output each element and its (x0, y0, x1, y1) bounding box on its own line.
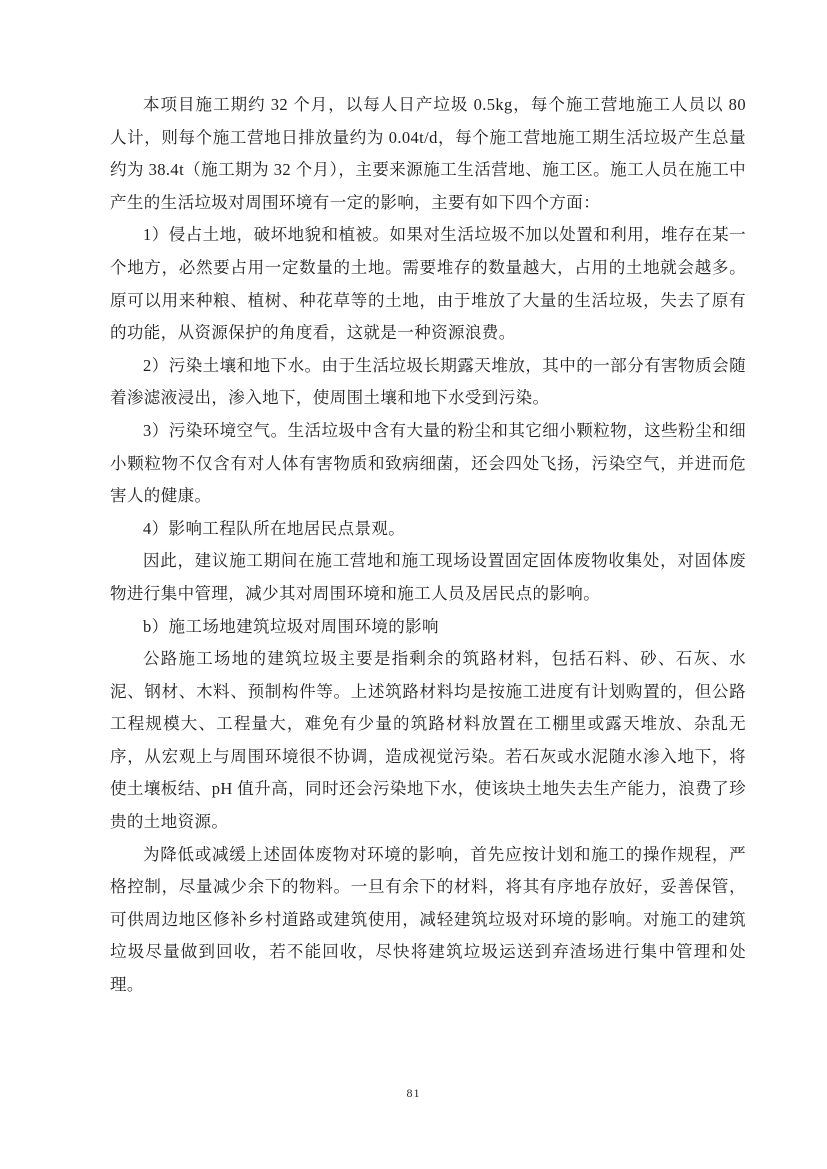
paragraph-item-3-air-pollution: 3）污染环境空气。生活垃圾中含有大量的粉尘和其它细小颗粒物，这些粉尘和细小颗粒物不仅含有对人体有害物质和致病细菌，还会四处飞扬，污染空气，并进而危害人的健康。 (110, 420, 746, 506)
paragraph-mitigation-measures: 为降低或减缓上述固体废物对环境的影响，首先应按计划和施工的操作规程，严格控制，尽量减少余下的物料。一旦有余下的材料，将其有序地存放好，妥善保管，可供周边地区修补乡村道路或建筑使用，减轻建筑垃圾对环境的影响。对施工的建筑垃圾尽量做到回收，若不能回收，尽快将建筑垃圾运送到弃渣场进行集中管理和处理。 (110, 844, 746, 995)
page-number: 81 (406, 1086, 421, 1100)
paragraph-item-4-landscape: 4）影响工程队所在地居民点景观。 (143, 518, 406, 538)
paragraph-heading-b-construction-waste: b）施工场地建筑垃圾对周围环境的影响 (143, 616, 439, 636)
paragraph-item-1-land-occupation: 1）侵占土地，破坏地貌和植被。如果对生活垃圾不加以处置和利用，堆存在某一个地方，必然要占用一定数量的土地。需要堆存的数量越大，占用的土地就会越多。原可以用来种粮、植树、种花草等的土地，由于堆放了大量的生活垃圾，失去了原有的功能，从资源保护的角度看，这就是一种资源浪费。 (110, 225, 746, 343)
paragraph-intro-waste-amount: 本项目施工期约 32 个月，以每人日产垃圾 0.5kg，每个施工营地施工人员以 80 人计，则每个施工营地日排放量约为 0.04t/d，每个施工营地施工期生活垃圾产生总量约为 38.4t（施工期为 32 个月），主要来源施工生活营地、施工区。施工人员在施工中产生的生活垃圾对周围环境有一定的影响，主要有如下四个方面： (110, 95, 746, 212)
paragraph-construction-waste-impact: 公路施工场地的建筑垃圾主要是指剩余的筑路材料，包括石料、砂、石灰、水泥、钢材、木料、预制构件等。上述筑路材料均是按施工进度有计划购置的，但公路工程规模大、工程量大，难免有少量的筑路材料放置在工棚里或露天堆放、杂乱无序，从宏观上与周围环境很不协调，造成视觉污染。若石灰或水泥随水渗入地下，将使土壤板结、pH 值升高，同时还会污染地下水，使该块土地失去生产能力，浪费了珍贵的土地资源。 (110, 649, 746, 832)
paragraph-item-2-soil-groundwater: 2）污染土壤和地下水。由于生活垃圾长期露天堆放，其中的一部分有害物质会随着渗滤液浸出，渗入地下，使周围土壤和地下水受到污染。 (110, 355, 746, 408)
paragraph-suggestion-collection: 因此，建议施工期间在施工营地和施工现场设置固定固体废物收集处，对固体废物进行集中管理，减少其对周围环境和施工人员及居民点的影响。 (110, 551, 746, 603)
body-text (110, 89, 746, 1002)
